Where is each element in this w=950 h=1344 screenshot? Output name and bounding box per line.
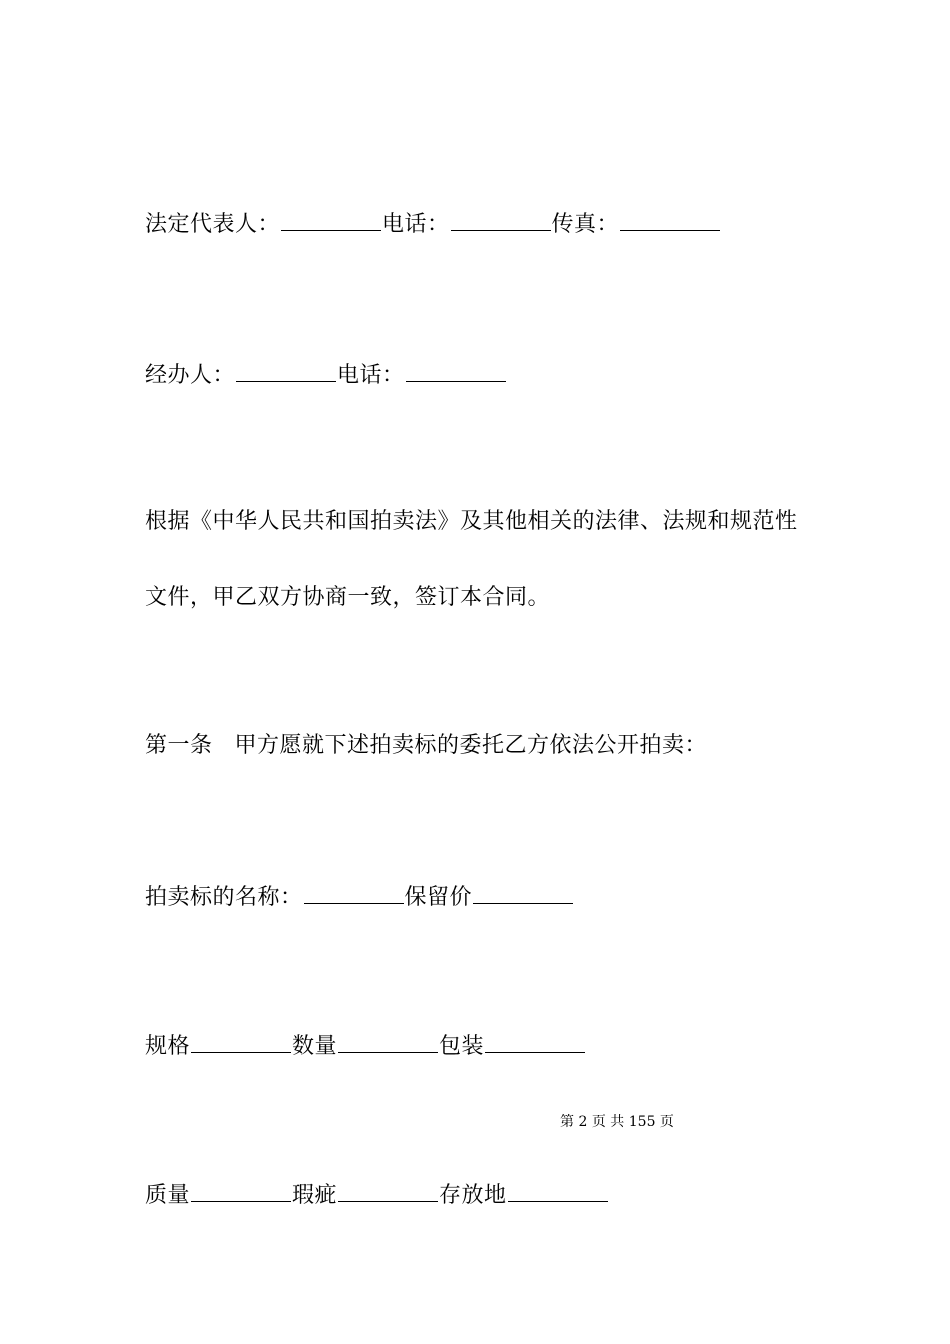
storage-blank[interactable] [508, 1179, 608, 1202]
legal-rep-line [145, 208, 721, 240]
article-1-number: 第一条 [145, 733, 213, 758]
item-name-label: 拍卖标的名称： [145, 885, 303, 910]
phone-blank[interactable] [451, 208, 551, 231]
article-1-text: 甲方愿就下述拍卖标的委托乙方依法公开拍卖： [234, 733, 708, 758]
quality-line [145, 1179, 609, 1211]
reserve-price-blank[interactable] [473, 881, 573, 904]
quantity-label: 数量 [292, 1034, 338, 1059]
agent-blank[interactable] [236, 359, 336, 382]
agent-phone-blank[interactable] [406, 359, 506, 382]
item-name-blank[interactable] [304, 881, 404, 904]
legal-rep-label: 法定代表人： [145, 212, 281, 237]
storage-label: 存放地 [439, 1183, 507, 1208]
packaging-label: 包装 [439, 1034, 485, 1059]
page-number-footer: 第 2 页 共 155 页 [560, 1114, 674, 1130]
agent-phone-label: 电话： [337, 363, 405, 388]
defect-blank[interactable] [338, 1179, 438, 1202]
spec-label: 规格 [145, 1034, 191, 1059]
quality-label: 质量 [145, 1183, 191, 1208]
agent-line [145, 359, 507, 391]
paragraph-line-1: 根据《中华人民共和国拍卖法》及其他相关的法律、法规和规范性 [145, 509, 798, 534]
packaging-blank[interactable] [485, 1030, 585, 1053]
spec-line [145, 1030, 586, 1062]
agent-label: 经办人： [145, 363, 236, 388]
article-1-line [145, 731, 707, 761]
fax-label: 传真： [551, 212, 620, 237]
defect-label: 瑕疵 [292, 1183, 338, 1208]
quantity-blank[interactable] [338, 1030, 438, 1053]
item-name-line [145, 881, 574, 913]
fax-blank[interactable] [620, 208, 720, 231]
legal-rep-blank[interactable] [281, 208, 381, 231]
spec-blank[interactable] [191, 1030, 291, 1053]
quality-blank[interactable] [191, 1179, 291, 1202]
paragraph-line-2: 文件，甲乙双方协商一致，签订本合同。 [145, 585, 551, 610]
reserve-price-label: 保留价 [404, 885, 473, 910]
phone-label: 电话： [382, 212, 450, 237]
